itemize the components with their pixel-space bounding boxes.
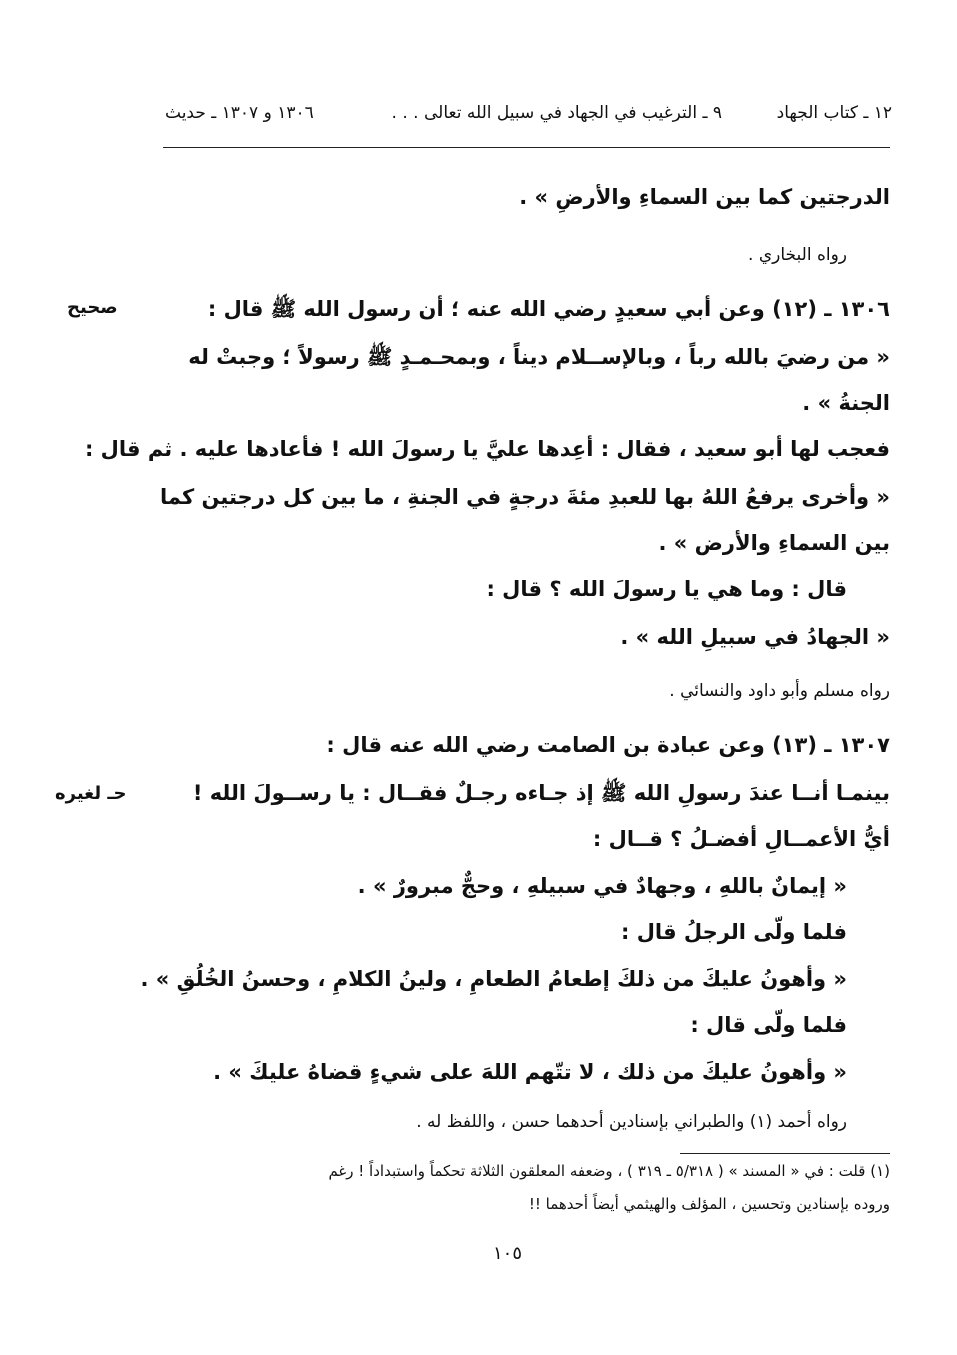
- page-number: ١٠٥: [493, 1243, 523, 1264]
- narration-source-3: رواه أحمد (١) والطبراني بإسنادين أحدهما حسن ، واللفظ له .: [416, 1112, 847, 1132]
- text-line-5: الجنةُ » .: [802, 391, 890, 415]
- text-line-18: فلما ولّى قال :: [690, 1013, 847, 1037]
- narration-source-2: رواه مسلم وأبو داود والنسائي .: [669, 681, 890, 701]
- text-line-13: بينمـا أنــا عندَ رسولِ الله ﷺ إذ جـاءه رجـلٌ فقــال : يا رســولَ الله !: [192, 781, 890, 805]
- narration-source-1: رواه البخاري .: [748, 245, 847, 265]
- text-line-16: فلما ولّى الرجلُ قال :: [621, 920, 847, 944]
- text-line-6: فعجب لها أبو سعيد ، فقال : أعِدها عليَّ يا رسولَ الله ! فأعادها عليه . ثم قال :: [84, 437, 890, 461]
- text-line-7: « وأخرى يرفعُ اللهُ بها للعبدِ مئةَ درجةٍ في الجنةِ ، ما بين كل درجتين كما: [160, 485, 890, 509]
- text-line-4: « من رضيَ بالله رباً ، وبالإســلام ديناً ، وبمحـمـدٍ ﷺ رسولاً ؛ وجبتْ له: [188, 345, 890, 369]
- header-chapter: ١٢ ـ كتاب الجهاد: [776, 103, 892, 123]
- text-line-10: « الجهادُ في سبيلِ الله » .: [620, 625, 890, 649]
- header-hadith-range: ١٣٠٦ و ١٣٠٧ ـ حديث: [165, 103, 314, 123]
- hadith-1306-intro: ١٣٠٦ ـ (١٢) وعن أبي سعيدٍ رضي الله عنه ؛ أن رسول الله ﷺ قال :: [207, 297, 890, 321]
- text-line-9: قال : وما هي يا رسولَ الله ؟ قال :: [486, 577, 847, 601]
- text-line-1: الدرجتين كما بين السماءِ والأرضِ » .: [519, 185, 890, 209]
- text-line-15: « إيمانٌ باللهِ ، وجهادٌ في سبيلهِ ، وحجٌّ مبرورٌ » .: [357, 874, 847, 898]
- text-line-8: بين السماءِ والأرض » .: [658, 531, 890, 555]
- text-line-19: « وأهونُ عليكَ من ذلك ، لا تتّهم اللهَ على شيءٍ قضاهُ عليكَ » .: [213, 1060, 847, 1084]
- header-section: ٩ ـ الترغيب في الجهاد في سبيل الله تعالى . . .: [391, 103, 722, 123]
- footnote-line-2: وروده بإسنادين وتحسين ، المؤلف والهيثمي أيضاً أحدهما !!: [528, 1195, 890, 1213]
- footnote-line-1: (١) قلت : في « المسند » ( ٥/٣١٨ ـ ٣١٩ ) ، وضعفه المعلقون الثلاثة تحكماً واستبداداً ! رغم: [328, 1162, 890, 1180]
- footnote-rule: [680, 1153, 890, 1154]
- grade-label-sahih: صحيح: [67, 297, 118, 318]
- grade-label-hasan-lighayrihi: حـ لغيره: [55, 783, 127, 804]
- text-line-14: أيُّ الأعمــالِ أفضـلُ ؟ قــال :: [592, 827, 890, 851]
- hadith-1307-intro: ١٣٠٧ ـ (١٣) وعن عبادة بن الصامت رضي الله عنه قال :: [326, 733, 890, 757]
- text-line-17: « وأهونُ عليكَ من ذلكَ إطعامُ الطعامِ ، ولينُ الكلامِ ، وحسنُ الخُلُقِ » .: [140, 967, 847, 991]
- header-rule: [163, 147, 890, 148]
